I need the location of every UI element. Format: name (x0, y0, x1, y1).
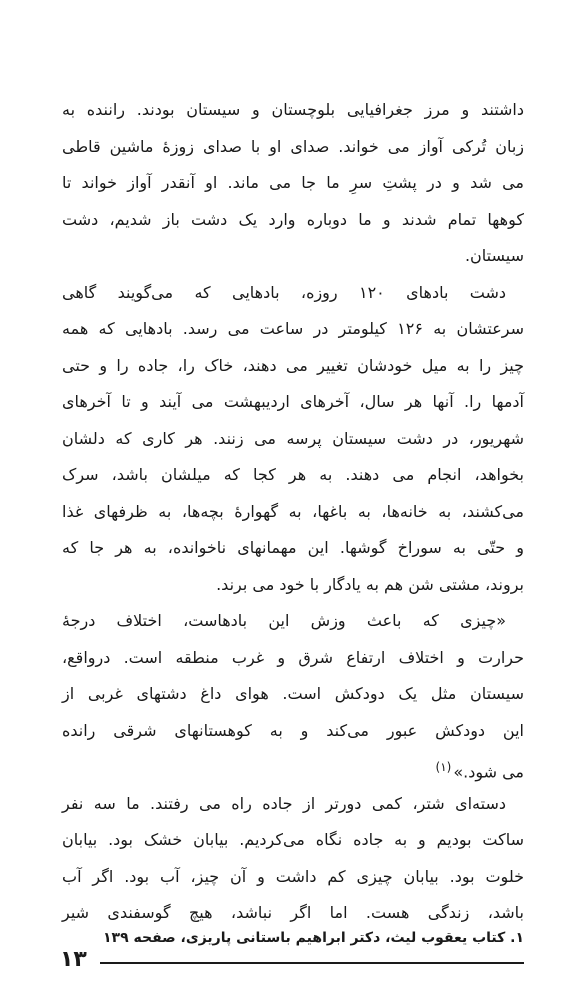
page-number: ۱۳ (60, 947, 87, 972)
book-page-body (62, 92, 524, 932)
text-line: داشتند و مرز جغرافیایی بلوچستان و سیستان بودند. راننده به (62, 100, 524, 119)
text-line: باشد، زندگی هست. اما اگر نباشد، هیچ گوسفندی شیر (62, 903, 524, 922)
text-line: چیز را به میل خودشان تغییر می دهند، خاک را، جاده را و حتی (62, 355, 524, 375)
text-line: و حتّی به سوراخ گوشها. این مهمانهای ناخوانده، به هر جا که (62, 538, 524, 557)
text-line: سیستان. (464, 246, 524, 265)
paragraph-2 (62, 275, 524, 604)
text-line: آدمها را. آنها هر سال، آخرهای اردیبهشت می آیند و تا آخرهای (62, 392, 524, 411)
text-line: سرعتشان به ۱۲۶ کیلومتر در ساعت می رسد. بادهایی که همه (62, 319, 524, 338)
text-line: ساکت بودیم و به جاده نگاه می‌کردیم. بیابان خشک بود. بیابان (62, 830, 524, 849)
text-line: خلوت بود. بیابان چیزی کم داشت و آن چیز، آب بود. اگر آب (62, 866, 524, 886)
text-line: بروند، مشتی شن هم به یادگار با خود می برند. (216, 574, 524, 594)
text-line: کوهها تمام شدند و ما دوباره وارد یک دشت باز شدیم، دشت (62, 209, 524, 229)
footnote-reference: (۱) (435, 760, 452, 774)
page-footer (60, 945, 524, 975)
text-line: سیستان مثل یک دودکش است. هوای داغ دشتهای غربی از (62, 684, 524, 703)
text-line-with-footnote (62, 749, 524, 786)
footer-rule (100, 962, 524, 964)
paragraph-1 (62, 92, 524, 275)
text-line: «چیزی که باعث وزش این بادهاست، اختلاف درجهٔ (62, 611, 506, 630)
footnote: ۱. کتاب یعقوب لیث، دکتر ابراهیم باستانی پاریزی، صفحه ۱۳۹ (102, 930, 524, 946)
text-line: بخواهد، انجام می دهند. به هر کجا که میلشان باشد، سرک (62, 465, 524, 484)
text-line: دشت بادهای ۱۲۰ روزه، بادهایی که می‌گویند گاهی (62, 282, 507, 302)
paragraph-3-quotation (62, 603, 524, 786)
text-line: دسته‌ای شتر، کمی دورتر از جاده راه می رفتند. ما سه نفر (62, 793, 506, 813)
text-line: شهریور، در دشت سیستان پرسه می زنند. هر کاری که دلشان (62, 428, 524, 448)
paragraph-4 (62, 786, 524, 932)
text-line-end: می شود.» (453, 762, 524, 782)
text-line: حرارت و اختلاف ارتفاع شرق و غرب منطقه است. درواقع، (62, 647, 524, 667)
text-line: این دودکش عبور می‌کند و به کوهستانهای شرقی رانده (62, 720, 524, 740)
text-line: زبان تُرکی آواز می خواند. صدای او با صدای زوزهٔ ماشین قاطی (62, 136, 524, 156)
text-line: می شد و در پشتِ سرِ ما جا می ماند. او آنقدر آواز خواند تا (62, 173, 524, 192)
text-line: می‌کشند، به خانه‌ها، به باغها، به گهوارهٔ بچه‌ها، به ظرفهای غذا (62, 501, 524, 521)
